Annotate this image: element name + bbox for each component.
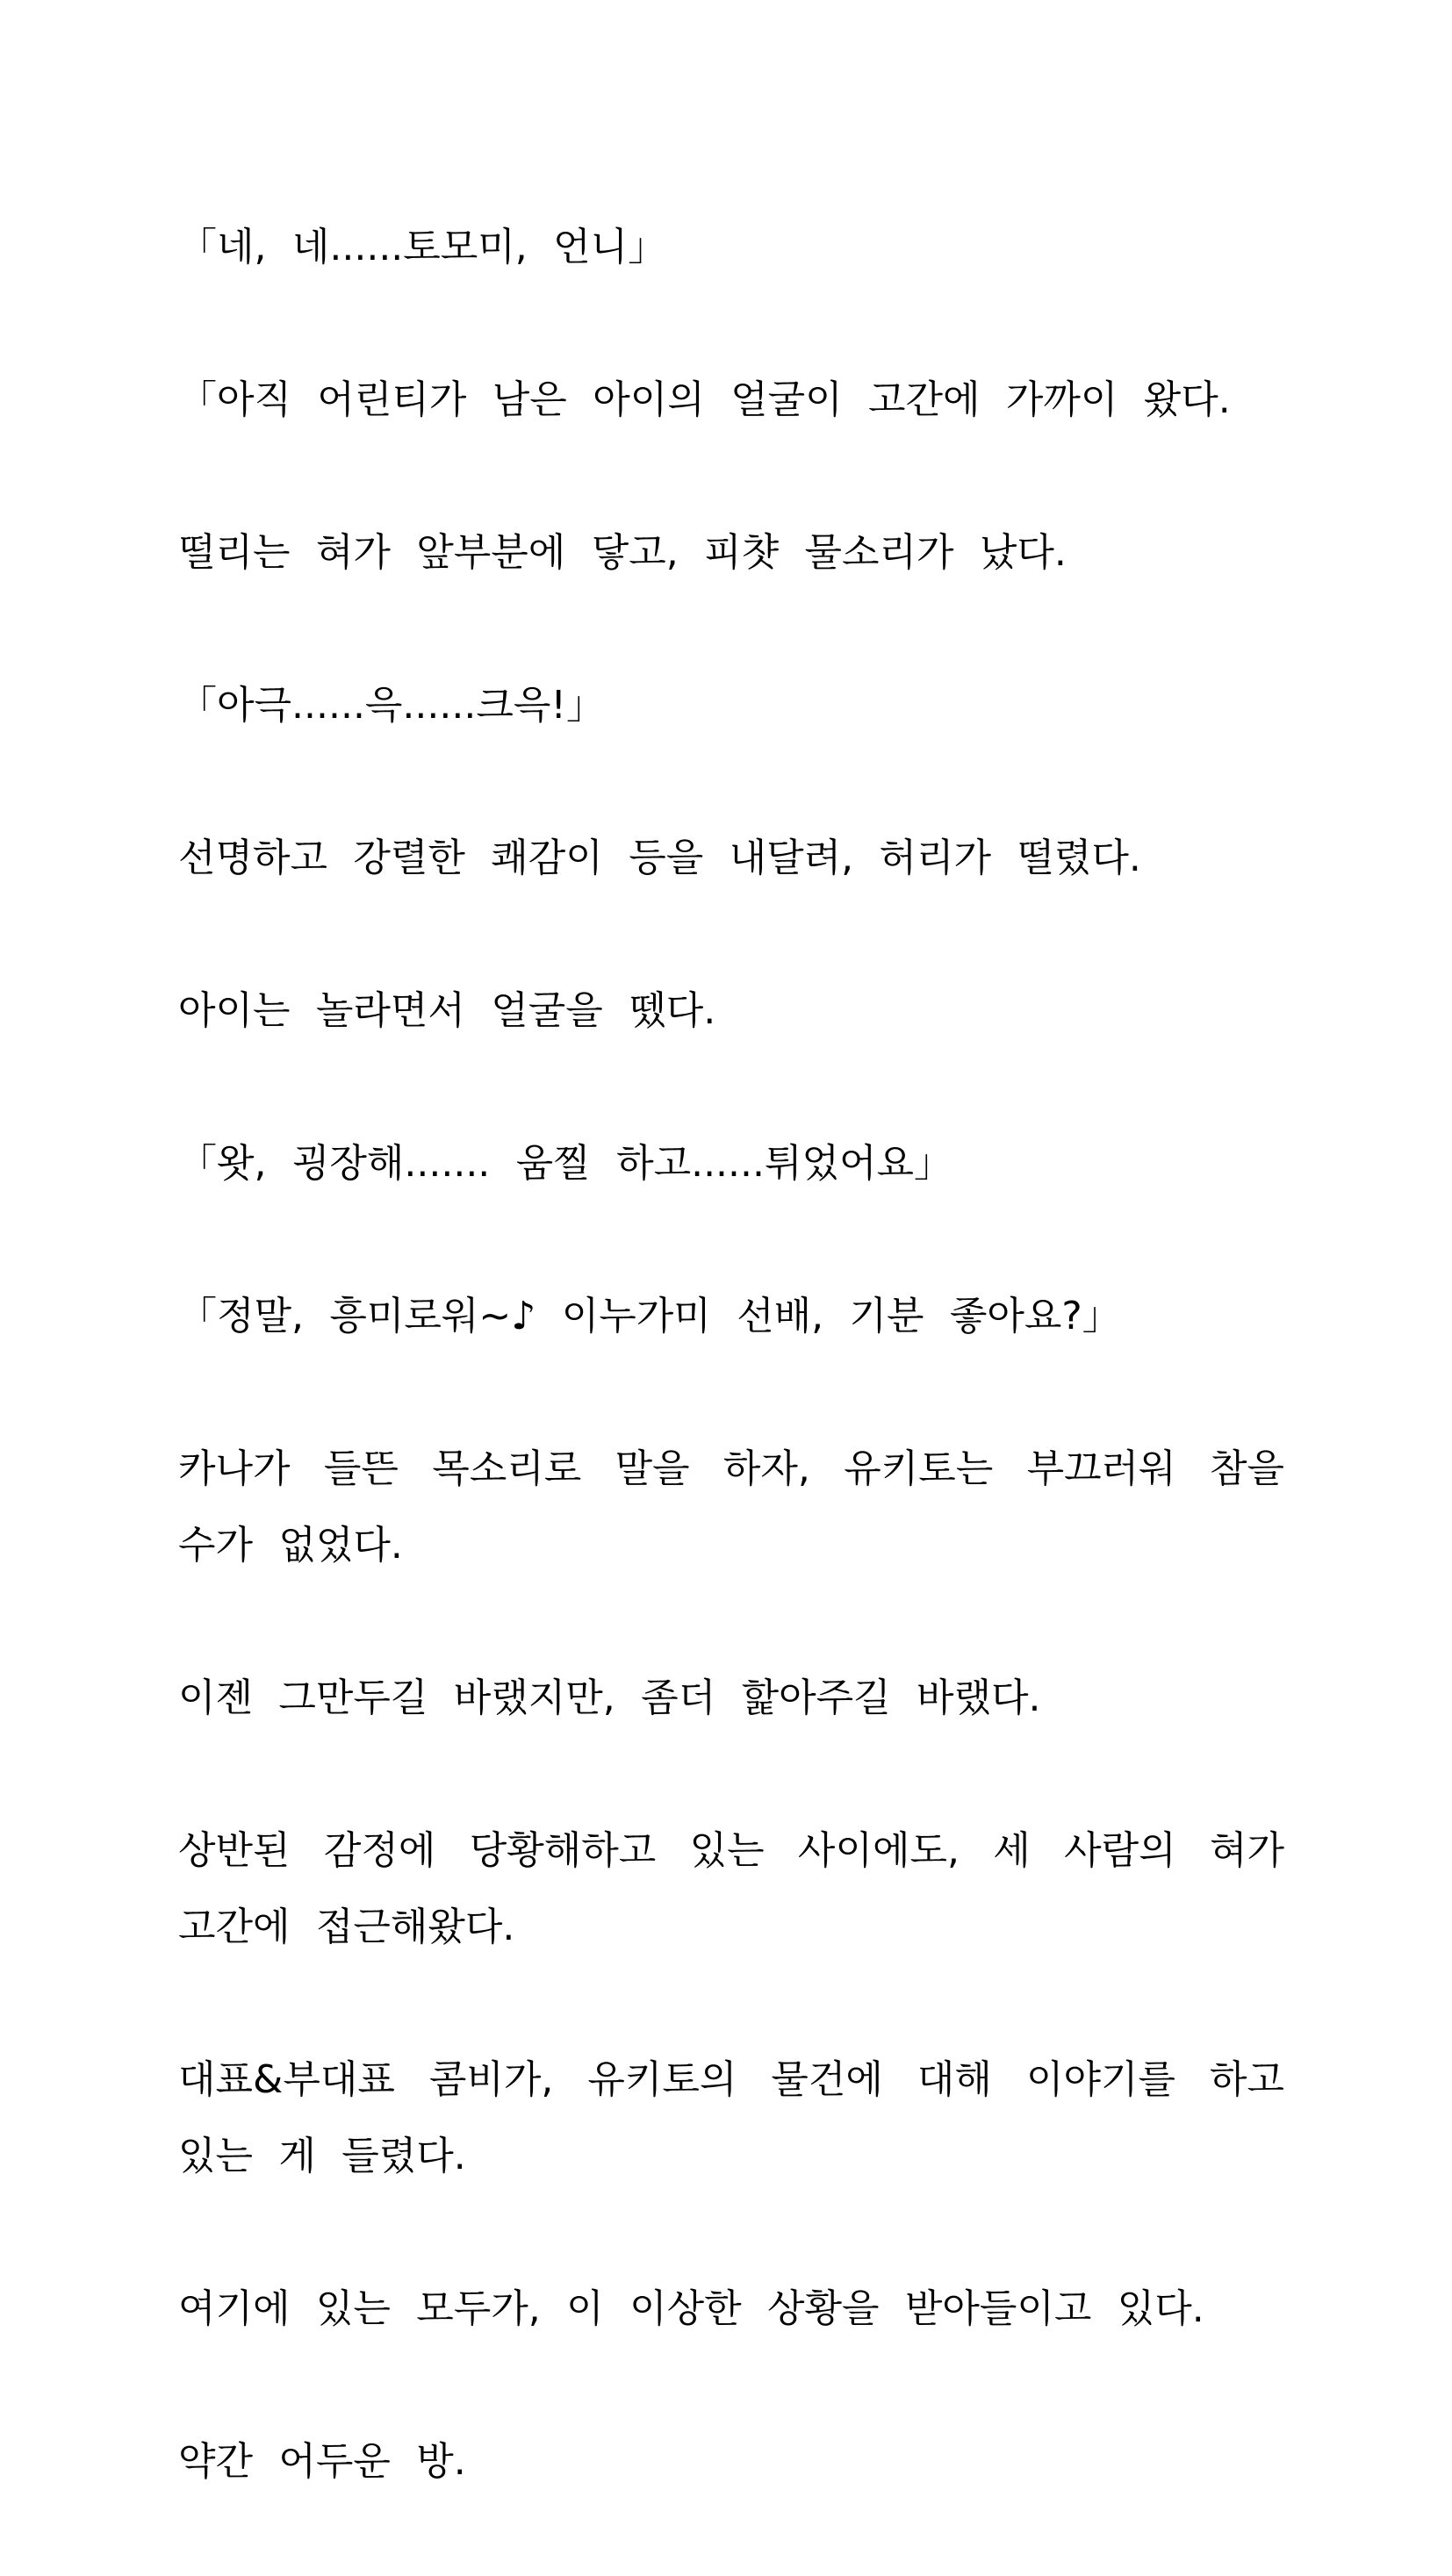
paragraph: 「왓, 굉장해....... 움찔 하고......튀었어요」	[178, 1141, 953, 1186]
paragraph: 여기에 있는 모두가, 이 이상한 상황을 받아들이고 있다.	[178, 2286, 1204, 2331]
paragraph: 이젠 그만두길 바랬지만, 좀더 핥아주길 바랬다.	[178, 1675, 1041, 1720]
paragraph: 약간 어두운 방.	[178, 2439, 466, 2484]
paragraph: 「정말, 흥미로워~♪ 이누가미 선배, 기분 좋아요?」	[178, 1294, 1121, 1338]
paragraph: 카나가 들뜬 목소리로 말을 하자, 유키토는 부끄러워 참을 수가 없었다.	[178, 1446, 1284, 1568]
paragraph: 아이는 놀라면서 얼굴을 뗐다.	[178, 988, 716, 1033]
paragraph: 「네, 네......토모미, 언니」	[178, 225, 667, 269]
paragraph: 선명하고 강렬한 쾌감이 등을 내달려, 허리가 떨렸다.	[178, 836, 1141, 880]
document-body	[178, 209, 1284, 2576]
paragraph: 떨리는 혀가 앞부분에 닿고, 피챳 물소리가 났다.	[178, 530, 1067, 575]
paragraph: 상반된 감정에 당황해하고 있는 사이에도, 세 사람의 혀가 고간에 접근해왔다.	[178, 1828, 1284, 1949]
paragraph: 「아직 어린티가 남은 아이의 얼굴이 고간에 가까이 왔다.	[178, 377, 1231, 422]
paragraph: 대표&부대표 콤비가, 유키토의 물건에 대해 이야기를 하고 있는 게 들렸다.	[178, 2057, 1284, 2178]
paragraph: 「아극......윽......크윽!」	[178, 683, 605, 728]
